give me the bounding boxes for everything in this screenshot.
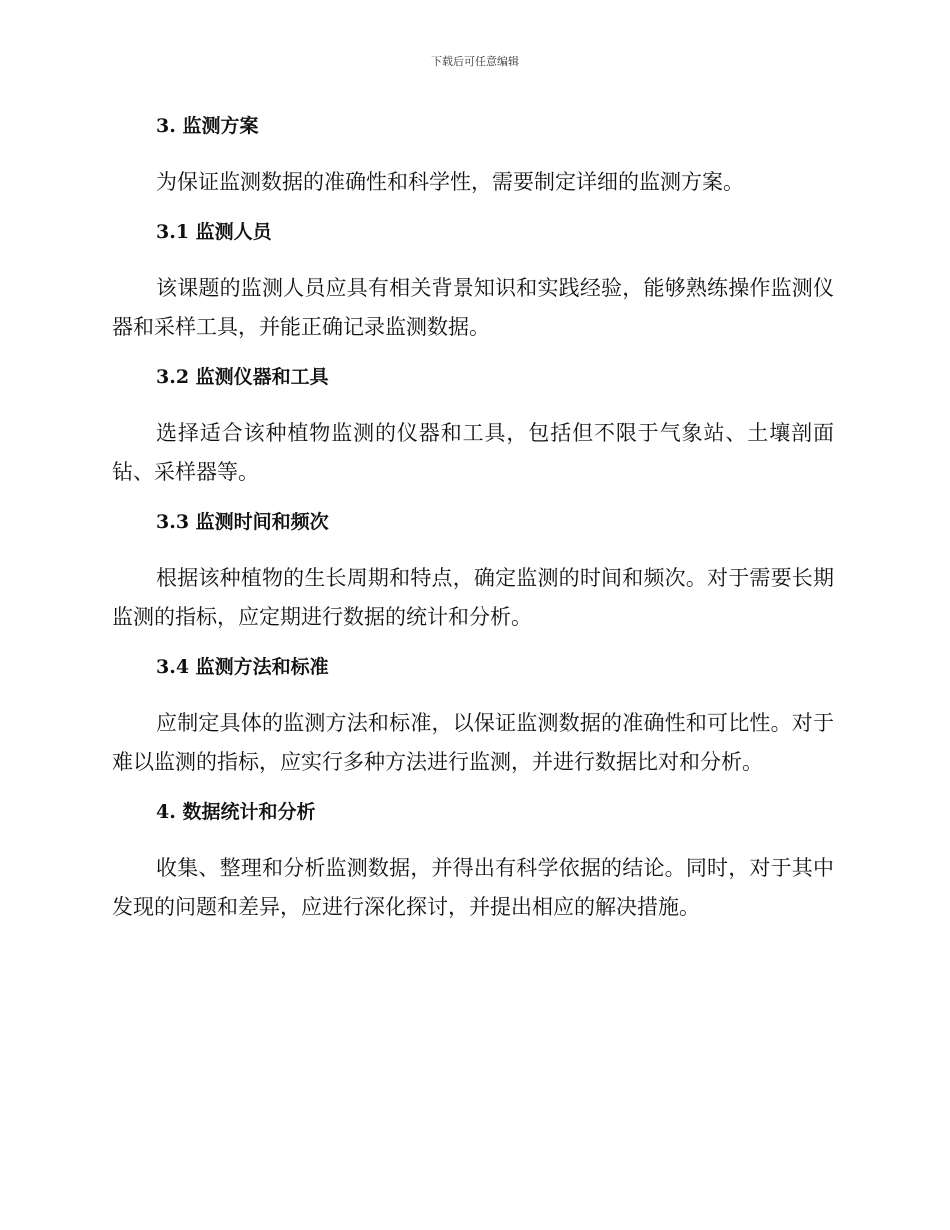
section-paragraph-3-2: 选择适合该种植物监测的仪器和工具，包括但不限于气象站、土壤剖面钻、采样器等。 bbox=[112, 421, 834, 484]
section-paragraph-3-4: 应制定具体的监测方法和标准，以保证监测数据的准确性和可比性。对于难以监测的指标，应实行多种方法进行监测，并进行数据比对和分析。 bbox=[112, 711, 834, 774]
section-paragraph-4: 收集、整理和分析监测数据，并得出有科学依据的结论。同时，对于其中发现的问题和差异，应进行深化探讨，并提出相应的解决措施。 bbox=[112, 856, 834, 919]
section-heading-4: 4. 数据统计和分析 bbox=[156, 801, 316, 823]
section-heading-3-4: 3.4 监测方法和标准 bbox=[156, 656, 329, 678]
section-paragraph-3-3: 根据该种植物的生长周期和特点，确定监测的时间和频次。对于需要长期监测的指标，应定期进行数据的统计和分析。 bbox=[112, 566, 834, 629]
section-paragraph-3-1: 该课题的监测人员应具有相关背景知识和实践经验，能够熟练操作监测仪器和采样工具，并能正确记录监测数据。 bbox=[112, 276, 834, 339]
page-header-note: 下载后可任意编辑 bbox=[431, 55, 519, 68]
document-body bbox=[112, 110, 834, 927]
section-heading-3-3: 3.3 监测时间和频次 bbox=[156, 511, 329, 533]
section-paragraph-3: 为保证监测数据的准确性和科学性，需要制定详细的监测方案。 bbox=[156, 170, 744, 194]
section-heading-3-2: 3.2 监测仪器和工具 bbox=[156, 366, 329, 388]
section-heading-3: 3. 监测方案 bbox=[156, 115, 259, 137]
section-heading-3-1: 3.1 监测人员 bbox=[156, 221, 272, 243]
